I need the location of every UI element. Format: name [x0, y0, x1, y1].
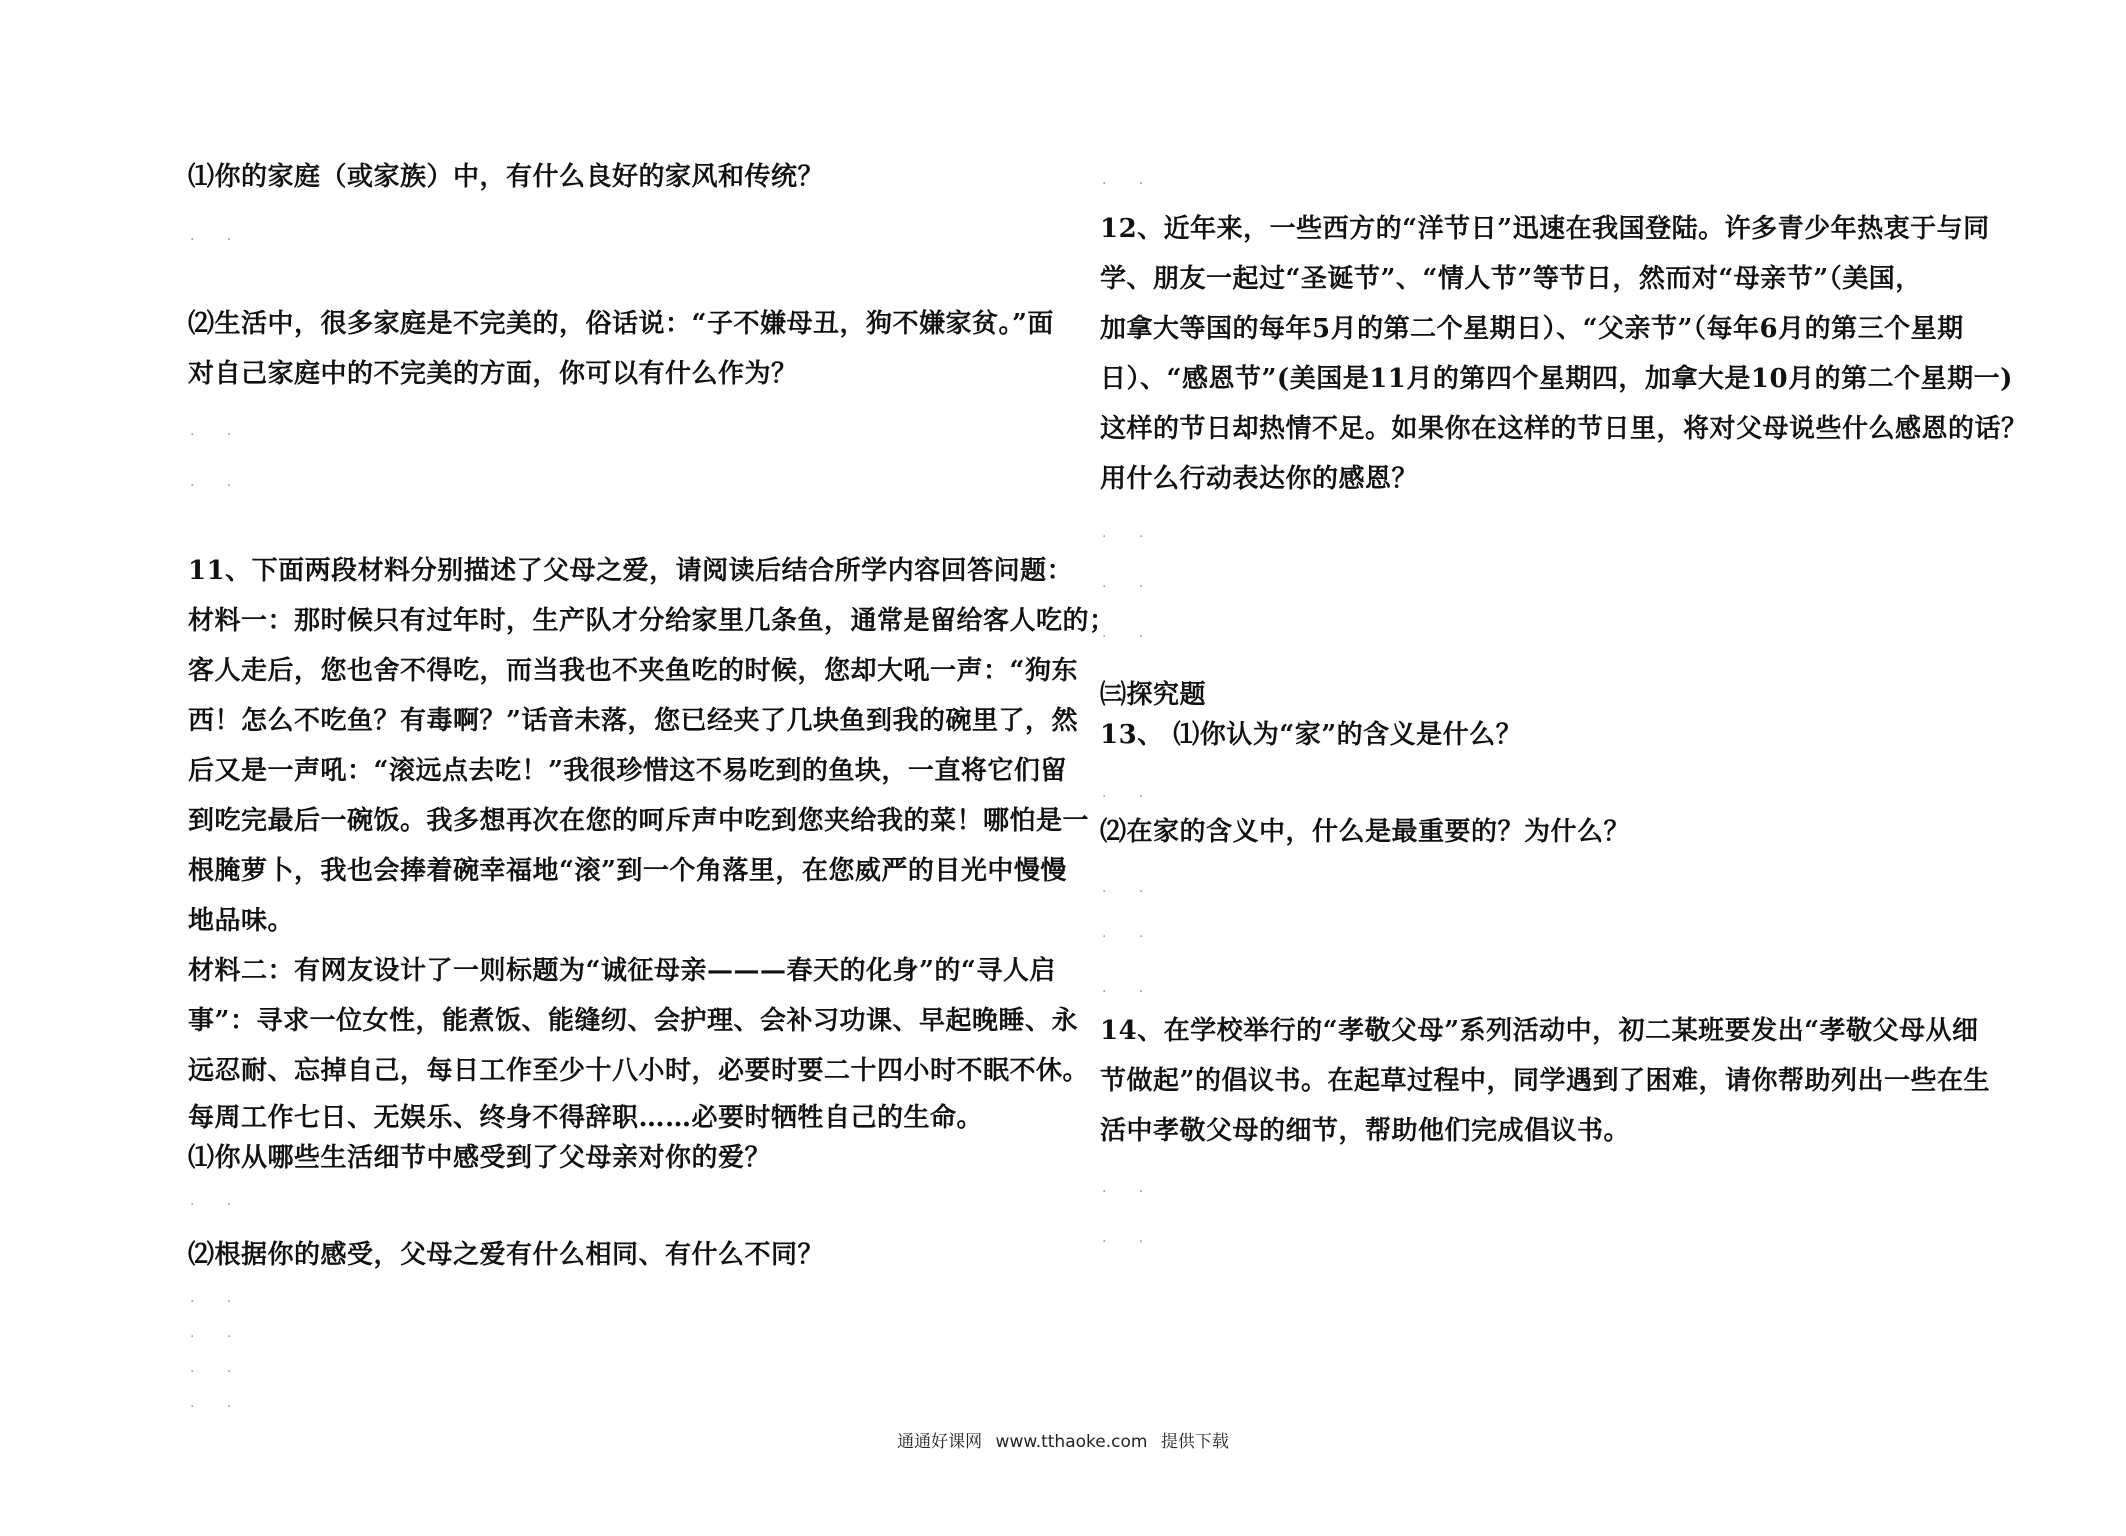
q12-line: 12、近年来，一些西方的“洋节日”迅速在我国登陆。许多青少年热衷于与同 — [1100, 214, 1990, 244]
q11-material1-line: 客人走后，您也舍不得吃，而当我也不夹鱼吃的时候，您却大吼一声：“狗东 — [188, 656, 1078, 686]
q10-sub2-line1: ⑵生活中，很多家庭是不完美的，俗话说：“子不嫌母丑，狗不嫌家贫。”面 — [188, 309, 1054, 339]
q11-material1-line: 后又是一声吼：“滚远点去吃！”我很珍惜这不易吃到的鱼块，一直将它们留 — [188, 756, 1067, 786]
q12-line: 这样的节日却热情不足。如果你在这样的节日里，将对父母说些什么感恩的话？ — [1100, 414, 2028, 444]
answer-blank: . . — [190, 1395, 246, 1411]
answer-blank: . . — [1102, 1230, 1158, 1246]
q11-material1-line: 到吃完最后一碗饭。我多想再次在您的呵斥声中吃到您夹给我的菜！哪怕是一 — [188, 806, 1090, 836]
q11-material2-line: 事”：寻求一位女性，能煮饭、能缝纫、会护理、会补习功课、早起晚睡、永 — [188, 1006, 1078, 1036]
answer-blank: . . — [1102, 575, 1158, 591]
answer-blank: . . — [190, 474, 246, 490]
q14-line: 活中孝敬父母的细节，帮助他们完成倡议书。 — [1100, 1116, 1631, 1146]
q11-sub1: ⑴你从哪些生活细节中感受到了父母亲对你的爱？ — [188, 1143, 772, 1173]
answer-blank: . . — [1102, 980, 1158, 996]
answer-blank: . . — [190, 1325, 246, 1341]
q11-material2-line: 每周工作七日、无娱乐、终身不得辞职……必要时牺牲自己的生命。 — [188, 1103, 984, 1133]
q12-line: 用什么行动表达你的感恩？ — [1100, 464, 1419, 494]
answer-blank: . . — [190, 423, 246, 439]
q11-sub2: ⑵根据你的感受，父母之爱有什么相同、有什么不同？ — [188, 1240, 825, 1270]
section-title: ㈢探究题 — [1100, 680, 1207, 710]
q14-line: 节做起”的倡议书。在起草过程中，同学遇到了困难，请你帮助列出一些在生 — [1100, 1066, 1990, 1096]
q11-intro: 11、下面两段材料分别描述了父母之爱，请阅读后结合所学内容回答问题： — [188, 556, 1074, 586]
q12-line: 加拿大等国的每年5月的第二个星期日）、“父亲节”（每年6月的第三个星期 — [1100, 314, 1964, 344]
answer-blank: . . — [1102, 1180, 1158, 1196]
q13-sub2: ⑵在家的含义中，什么是最重要的？为什么？ — [1100, 817, 1631, 847]
answer-blank: . . — [1102, 880, 1158, 896]
footer-suffix: 提供下载 — [1160, 1432, 1229, 1452]
q11-material1-line: 地品味。 — [188, 906, 295, 936]
q14-line: 14、在学校举行的“孝敬父母”系列活动中，初二某班要发出“孝敬父母从细 — [1100, 1016, 1979, 1046]
q10-sub2-line2: 对自己家庭中的不完美的方面，你可以有什么作为？ — [188, 359, 798, 389]
answer-blank: . . — [1102, 625, 1158, 641]
answer-blank: . . — [1102, 525, 1158, 541]
q10-sub1: ⑴你的家庭（或家族）中，有什么良好的家风和传统？ — [188, 162, 825, 192]
answer-blank: . . — [190, 1193, 246, 1209]
answer-blank: . . — [1102, 172, 1158, 188]
footer-url: www.tthaoke.com — [995, 1432, 1148, 1452]
q11-material1-line: 材料一：那时候只有过年时，生产队才分给家里几条鱼，通常是留给客人吃的； — [188, 606, 1116, 636]
footer-site-name: 通通好课网 — [897, 1432, 983, 1452]
q13-sub1: 13、 ⑴你认为“家”的含义是什么？ — [1100, 720, 1523, 750]
q11-material1-line: 根腌萝卜，我也会捧着碗幸福地“滚”到一个角落里，在您威严的目光中慢慢 — [188, 856, 1067, 886]
q11-material2-line: 材料二：有网友设计了一则标题为“诚征母亲———春天的化身”的“寻人启 — [188, 956, 1056, 986]
q12-line: 学、朋友一起过“圣诞节”、“情人节”等节日，然而对“母亲节”（美国， — [1100, 264, 1922, 294]
answer-blank: . . — [1102, 785, 1158, 801]
answer-blank: . . — [190, 1290, 246, 1306]
answer-blank: . . — [1102, 925, 1158, 941]
q12-line: 日）、“感恩节”(美国是11月的第四个星期四，加拿大是10月的第二个星期一) — [1100, 364, 2013, 394]
page-footer — [0, 1427, 2126, 1452]
q11-material2-line: 远忍耐、忘掉自己，每日工作至少十八小时，必要时要二十四小时不眠不休。 — [188, 1056, 1090, 1086]
q11-material1-line: 西！怎么不吃鱼？有毒啊？”话音未落，您已经夹了几块鱼到我的碗里了，然 — [188, 706, 1078, 736]
answer-blank: . . — [190, 228, 246, 244]
answer-blank: . . — [190, 1360, 246, 1376]
